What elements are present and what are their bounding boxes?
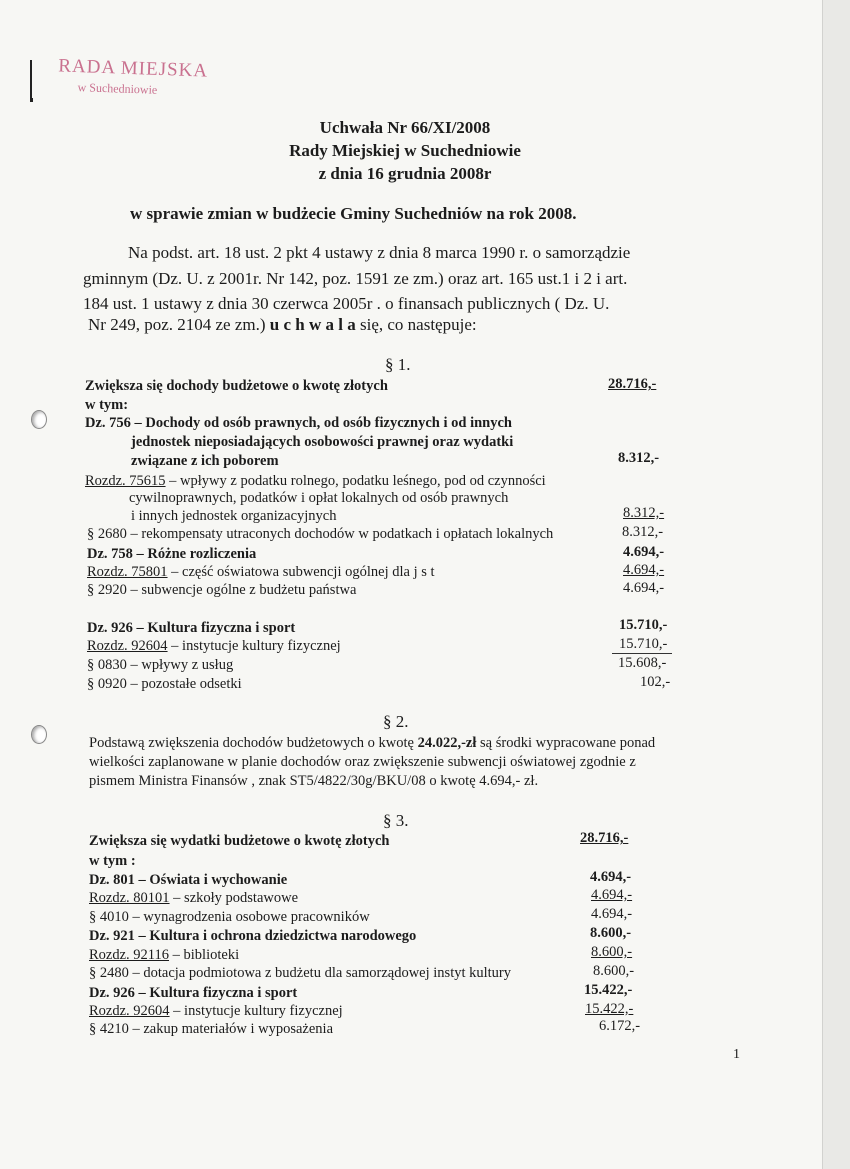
rozdz92604-income-amount: 15.710,- xyxy=(619,636,668,652)
resolution-number: Uchwała Nr 66/XI/2008 xyxy=(319,118,491,137)
dz926-expense-text: Dz. 926 – Kultura fizyczna i sport xyxy=(89,985,298,1001)
rozdz92604-expense-line xyxy=(89,1003,343,1020)
resolution-subject: w sprawie zmian w budżecie Gminy Suchedniów na rok 2008. xyxy=(130,204,577,223)
rozdz80101-code: Rozdz. 80101 xyxy=(89,890,170,906)
resolution-date: z dnia 16 grudnia 2008r xyxy=(318,164,492,183)
rozdz75801-line xyxy=(87,564,435,581)
punch-hole-top xyxy=(31,410,47,429)
expense-increase-label: Zwiększa się wydatki budżetowe o kwotę złotych xyxy=(89,833,390,849)
punch-hole-bottom xyxy=(31,725,47,744)
dz758-text: Dz. 758 – Różne rozliczenia xyxy=(87,546,257,562)
p2920-amount: 4.694,- xyxy=(623,580,665,596)
preamble-line-2: gminnym (Dz. U. z 2001r. Nr 142, poz. 1591 ze zm.) oraz art. 165 ust.1 i 2 i art. xyxy=(83,269,628,288)
dz756-line-1: Dz. 756 – Dochody od osób prawnych, od osób fizycznych i od innych xyxy=(85,415,512,431)
dz758-amount: 4.694,- xyxy=(623,544,665,560)
rozdz92604-expense-text: – instytucje kultury fizycznej xyxy=(169,1003,343,1019)
dz926-expense-amount: 15.422,- xyxy=(584,982,633,998)
p4010-text: § 4010 – wynagrodzenia osobowe pracowników xyxy=(89,909,370,925)
section-2-title: § 2. xyxy=(383,712,409,731)
p2920-text: § 2920 – subwencje ogólne z budżetu państwa xyxy=(87,582,357,598)
p0830-text: § 0830 – wpływy z usług xyxy=(87,657,234,673)
pen-mark-dot xyxy=(30,98,33,102)
income-wtym: w tym: xyxy=(85,397,129,413)
page-number: 1 xyxy=(733,1047,740,1062)
preamble-legal-basis: Nr 249, poz. 2104 ze zm.) xyxy=(88,315,266,334)
section-3-title: § 3. xyxy=(383,811,409,830)
page-edge xyxy=(822,0,850,1169)
p2480-text: § 2480 – dotacja podmiotowa z budżetu dla samorządowej instyt kultury xyxy=(89,965,512,981)
rozdz80101-text: – szkoły podstawowe xyxy=(169,890,299,906)
p2680-text: § 2680 – rekompensaty utraconych dochodów w podatkach i opłatach lokalnych xyxy=(87,526,554,542)
rozdz75801-text: – część oświatowa subwencji ogólnej dla j s t xyxy=(167,564,435,580)
rozdz92604-income-line xyxy=(87,638,341,655)
dz921-amount: 8.600,- xyxy=(590,925,632,941)
rozdz75801-code: Rozdz. 75801 xyxy=(87,564,168,580)
p0920-text: § 0920 – pozostałe odsetki xyxy=(87,676,242,692)
rozdz75615-amount: 8.312,- xyxy=(623,505,665,521)
rozdz92116-text: – biblioteki xyxy=(169,947,240,963)
rozdz92116-amount: 8.600,- xyxy=(591,944,633,960)
section-1-title: § 1. xyxy=(385,355,411,374)
par2-line-2: wielkości zaplanowane w planie dochodów oraz zwiększenie subwencji oświatowej zgodnie z xyxy=(89,754,636,770)
preamble-line-3: 184 ust. 1 ustawy z dnia 30 czerwca 2005r . o finansach publicznych ( Dz. U. xyxy=(83,294,610,313)
par2-amount: 24.022,-zł xyxy=(417,735,477,751)
rozdz75801-amount: 4.694,- xyxy=(623,562,665,578)
rozdz75615-text-1: – wpływy z podatku rolnego, podatku leśnego, pod od czynności xyxy=(165,473,546,489)
dz926-income-text: Dz. 926 – Kultura fizyczna i sport xyxy=(87,620,296,636)
par2-line-1-b: są środki wypracowane ponad xyxy=(476,735,656,751)
income-increase-label: Zwiększa się dochody budżetowe o kwotę złotych xyxy=(85,378,388,394)
rozdz92604-expense-amount: 15.422,- xyxy=(585,1001,634,1017)
expense-wtym: w tym : xyxy=(89,853,136,869)
dz801-amount: 4.694,- xyxy=(590,869,632,885)
rozdz75615-line-3: i innych jednostek organizacyjnych xyxy=(131,508,337,524)
p4010-amount: 4.694,- xyxy=(591,906,633,922)
p4210-text: § 4210 – zakup materiałów i wyposażenia xyxy=(89,1021,334,1037)
dz921-text: Dz. 921 – Kultura i ochrona dziedzictwa narodowego xyxy=(89,928,417,944)
rozdz92604-income-text: – instytucje kultury fizycznej xyxy=(167,638,341,654)
par2-line-3: pismem Ministra Finansów , znak ST5/4822/30g/BKU/08 o kwotę 4.694,- zł. xyxy=(89,773,539,789)
p4210-amount: 6.172,- xyxy=(599,1018,641,1034)
dz756-line-2: jednostek nieposiadających osobowości prawnej oraz wydatki xyxy=(131,434,514,450)
dz926-income-amount: 15.710,- xyxy=(619,617,668,633)
dz756-line-3: związane z ich poborem xyxy=(131,453,279,469)
rozdz92116-code: Rozdz. 92116 xyxy=(89,947,170,963)
rozdz80101-amount: 4.694,- xyxy=(591,887,633,903)
preamble-uchwala: u c h w a l a xyxy=(269,315,356,334)
council-name: Rady Miejskiej w Suchedniowie xyxy=(289,141,521,160)
rozdz92604-income-underline xyxy=(612,653,672,654)
preamble-tail: się, co następuje: xyxy=(355,315,477,334)
p2480-amount: 8.600,- xyxy=(593,963,635,979)
rozdz92116-line xyxy=(89,947,239,964)
pen-mark xyxy=(30,60,32,102)
par2-line-1-a: Podstawą zwiększenia dochodów budżetowych o kwotę xyxy=(89,735,418,751)
stamp-line-2: w Suchedniowie xyxy=(77,80,158,97)
council-stamp xyxy=(57,55,208,99)
p0920-amount: 102,- xyxy=(640,674,671,690)
rozdz92604-income-code: Rozdz. 92604 xyxy=(87,638,168,654)
income-increase-amount: 28.716,- xyxy=(608,376,657,392)
stamp-line-1: RADA MIEJSKA xyxy=(57,55,209,82)
rozdz75615-line-1 xyxy=(85,473,546,490)
rozdz75615-code: Rozdz. 75615 xyxy=(85,473,166,489)
p2680-amount: 8.312,- xyxy=(622,524,664,540)
p0830-amount: 15.608,- xyxy=(618,655,667,671)
rozdz75615-line-2: cywilnoprawnych, podatków i opłat lokalnych od osób prawnych xyxy=(129,490,509,506)
dz756-amount: 8.312,- xyxy=(618,450,660,466)
rozdz80101-line xyxy=(89,890,298,907)
rozdz92604-expense-code: Rozdz. 92604 xyxy=(89,1003,170,1019)
expense-increase-amount: 28.716,- xyxy=(580,830,629,846)
preamble-line-1: Na podst. art. 18 ust. 2 pkt 4 ustawy z dnia 8 marca 1990 r. o samorządzie xyxy=(128,243,631,262)
par2-line-1 xyxy=(89,735,655,752)
dz801-text: Dz. 801 – Oświata i wychowanie xyxy=(89,872,288,888)
preamble-line-4 xyxy=(88,315,477,335)
